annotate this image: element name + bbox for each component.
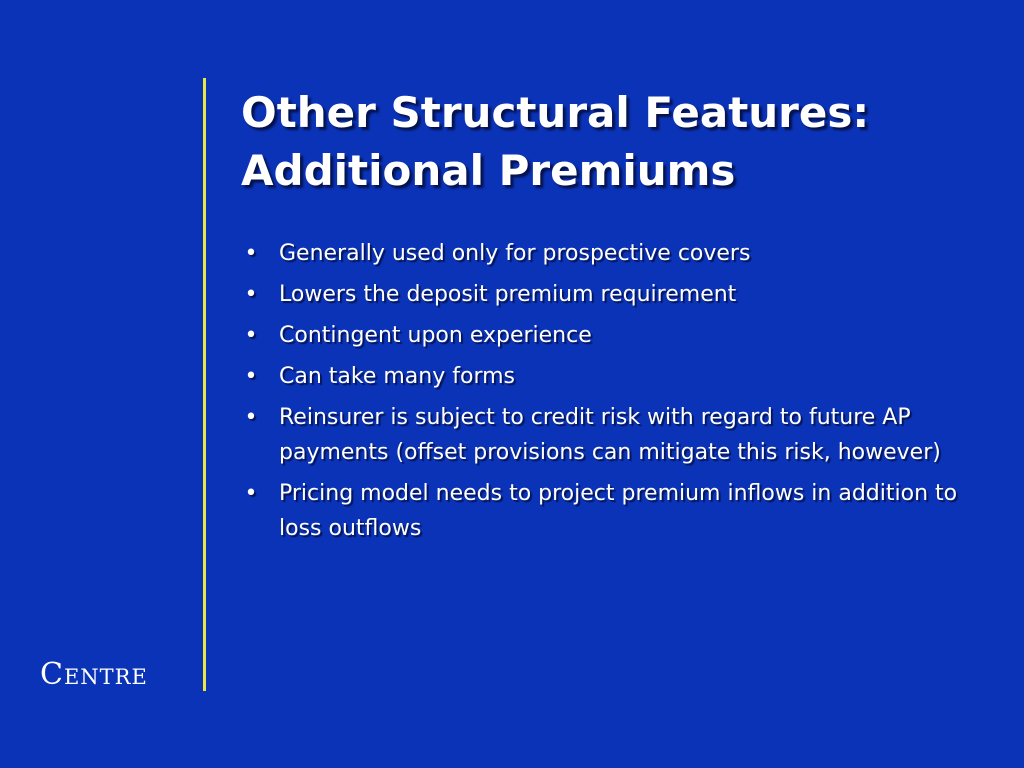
bullet-text: Generally used only for prospective covers — [279, 241, 751, 266]
list-item — [241, 476, 961, 546]
bullet-icon: • — [244, 481, 258, 506]
list-item — [241, 359, 961, 394]
slide-title — [241, 84, 1001, 200]
centre-logo: Centre — [40, 657, 148, 692]
bullet-text: Can take many forms — [279, 364, 515, 389]
bullet-icon: • — [244, 405, 258, 430]
bullet-text: Contingent upon experience — [279, 323, 592, 348]
bullet-text: Pricing model needs to project premium inflows in addition to loss outflows — [279, 481, 958, 541]
title-line-1: Other Structural Features: — [241, 88, 870, 137]
bullet-list — [241, 236, 961, 552]
bullet-icon: • — [244, 241, 258, 266]
bullet-icon: • — [244, 323, 258, 348]
bullet-icon: • — [244, 282, 258, 307]
vertical-divider-line — [203, 78, 206, 691]
list-item — [241, 400, 961, 470]
list-item — [241, 277, 961, 312]
bullet-text: Reinsurer is subject to credit risk with regard to future AP payments (offset provisions can mitigate this risk, however) — [279, 405, 941, 465]
list-item — [241, 236, 961, 271]
title-line-2: Additional Premiums — [241, 146, 736, 195]
bullet-icon: • — [244, 364, 258, 389]
list-item — [241, 318, 961, 353]
bullet-text: Lowers the deposit premium requirement — [279, 282, 737, 307]
